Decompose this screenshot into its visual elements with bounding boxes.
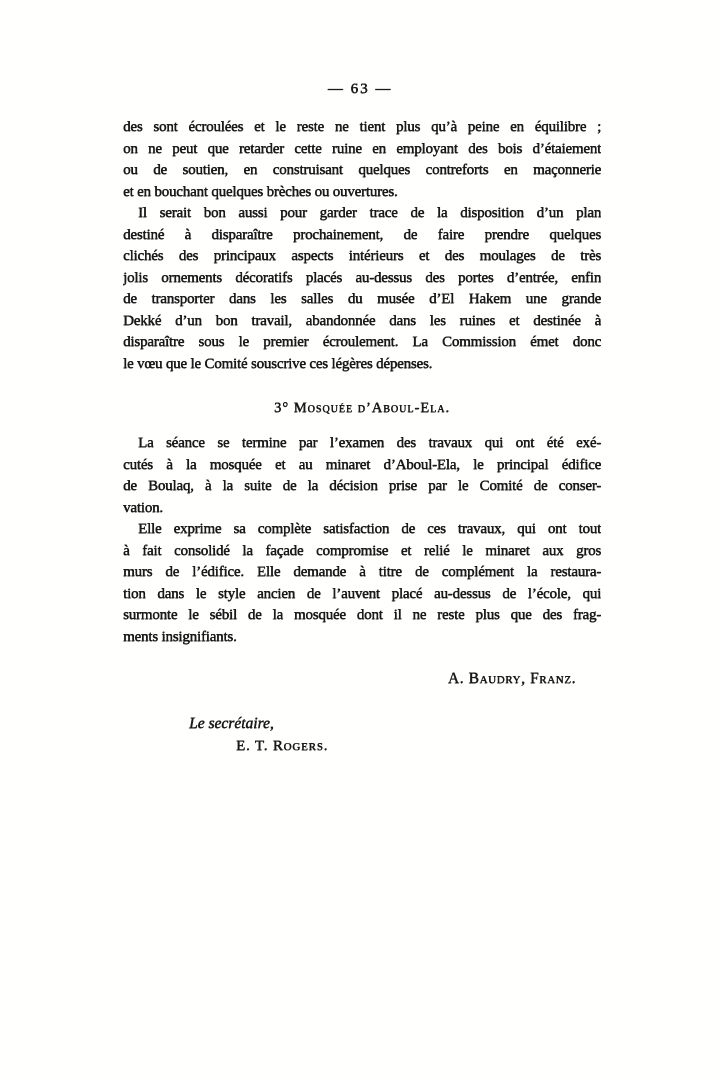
text-line: vation.: [123, 499, 163, 516]
text-block: [123, 117, 601, 756]
signature-line: A. Baudry, Franz.: [447, 670, 576, 687]
text-line: Dekké d’un bon travail, abandonnée dans les ruines et destinée à: [123, 312, 601, 329]
text-line: ou de soutien, en construisant quelques contreforts en maçonnerie: [123, 162, 601, 178]
text-line: destiné à disparaître prochainement, de faire prendre quelques: [123, 226, 601, 243]
text-line: le vœu que le Comité souscrive ces légères dépenses.: [123, 355, 433, 372]
text-line: surmonte le sébil de la mosquée dont il ne reste plus que des frag-: [123, 607, 601, 623]
secretary-block: [189, 714, 601, 756]
secretary-name: E. T. Rogers.: [236, 738, 329, 754]
text-line: à fait consolidé la façade compromise et relié le minaret aux gros: [123, 542, 601, 559]
paragraph: [123, 519, 601, 648]
text-line: et en bouchant quelques brèches ou ouvertures.: [123, 183, 398, 200]
section-heading: 3° Mosquée d’Aboul-Ela.: [273, 400, 451, 416]
text-line: La séance se termine par l’examen des travaux qui ont été exé-: [138, 435, 601, 451]
text-line: cutés à la mosquée et au minaret d’Aboul-Ela, le principal édifice: [123, 456, 601, 473]
text-line: clichés des principaux aspects intérieurs et des moulages de très: [123, 248, 601, 264]
paragraph: [123, 433, 601, 519]
text-line: ments insignifiants.: [123, 628, 237, 645]
text-line: de transporter dans les salles du musée d’El Hakem une grande: [123, 291, 601, 307]
text-line: tion dans le style ancien de l’auvent placé au-dessus de l’école, qui: [123, 585, 601, 602]
text-line: jolis ornements décoratifs placés au-dessus des portes d’entrée, enfin: [123, 269, 601, 286]
text-line: Il serait bon aussi pour garder trace de la disposition d’un plan: [138, 205, 601, 221]
text-line: disparaître sous le premier écroulement. La Commission émet donc: [123, 334, 601, 350]
paragraph: [123, 117, 601, 203]
text-line: murs de l’édifice. Elle demande à titre de complément la restaura-: [123, 564, 601, 580]
page-number: — 63 —: [327, 81, 393, 97]
text-line: on ne peut que retarder cette ruine en employant des bois d’étaiement: [123, 140, 601, 157]
secretary-title: Le secrétaire,: [189, 715, 274, 732]
paragraph: [123, 203, 601, 375]
text-line: de Boulaq, à la suite de la décision prise par le Comité de conser-: [123, 478, 601, 494]
text-line: des sont écroulées et le reste ne tient plus qu’à peine en équilibre ;: [123, 119, 601, 135]
text-line: Elle exprime sa complète satisfaction de ces travaux, qui ont tout: [138, 521, 601, 537]
